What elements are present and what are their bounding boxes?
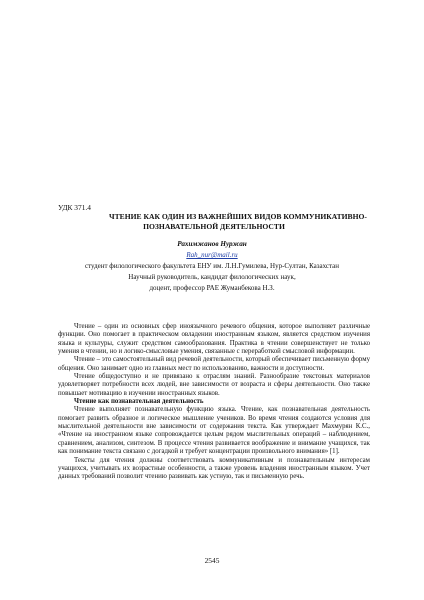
body-paragraph: Чтение – это самостоятельный вид речевой деятельности, который обеспечивает письменную форму общения. Оно занимает одно из главных мест по использованию, важности и доступности. xyxy=(58,356,370,372)
body-paragraph: Чтение выполняет познавательную функцию языка. Чтение, как познавательная деятельность помогает развить образное и логическое мышление учеников. Во время чтения создаются условия для мыслительной деятельности вне зависимости от содержания текста. Как утверждает Махмурян К.С., «Чтение на иностранном языке сопровождается целым рядом мыслительных операций – наблюдением, сравнением, анализом, синтезом. В процессе чтения развивается воображение и внимание учащихся, так как понимание текста связано с догадкой и требует концентрации произвольного внимания» [1]. xyxy=(58,406,370,456)
affiliation-line: студент филологического факультета ЕНУ им. Л.Н.Гумилева, Нур-Султан, Казахстан xyxy=(84,262,340,270)
udk-code: УДК 371.4 xyxy=(58,203,91,212)
supervisor-line: Научный руководитель, кандидат филологических наук, xyxy=(128,273,296,281)
section-subheading: Чтение как познавательная деятельность xyxy=(74,398,204,406)
body-paragraph: Тексты для чтения должны соответствовать коммуникативным и познавательным интересам учащихся, учитывать их возрастные особенности, а также уровень владения иностранным языком. Учет данных требований позволит чтению развивать как устную, так и письменную речь. xyxy=(58,456,370,481)
supervisor-name-line: доцент, профессор РАЕ Жуманбекова Н.З. xyxy=(149,284,275,292)
author-email-link[interactable]: Rah_nur@mail.ru xyxy=(186,251,238,259)
page-number: 2545 xyxy=(204,556,220,565)
article-title: ЧТЕНИЕ КАК ОДИН ИЗ ВАЖНЕЙШИХ ВИДОВ КОММУНИКАТИВНО-ПОЗНАВАТЕЛЬНОЙ ДЕЯТЕЛЬНОСТИ xyxy=(109,212,367,231)
body-paragraph: Чтение общедоступно и не привязано к отраслям знаний. Разнообразие текстовых материалов удовлетворяет потребности всех людей, вне зависимости от возраста и сферы деятельности. Оно также повышает мотивацию в изучении иностранных языков. xyxy=(58,373,370,397)
body-paragraph: Чтение – один из основных сфер иноязычного речевого общения, которое выполняет различные функции. Оно помогает в практическом овладении иностранным языком, является средством изучения языка и культуры, служит средством самообразования. Практика в чтении совершенствует не только умения в чтении, но и логико-смысловые умения, связанные с переработкой смысловой информации. xyxy=(58,323,370,356)
article-body xyxy=(58,323,370,482)
author-name: Рахимжанов Нуржан xyxy=(177,240,247,248)
